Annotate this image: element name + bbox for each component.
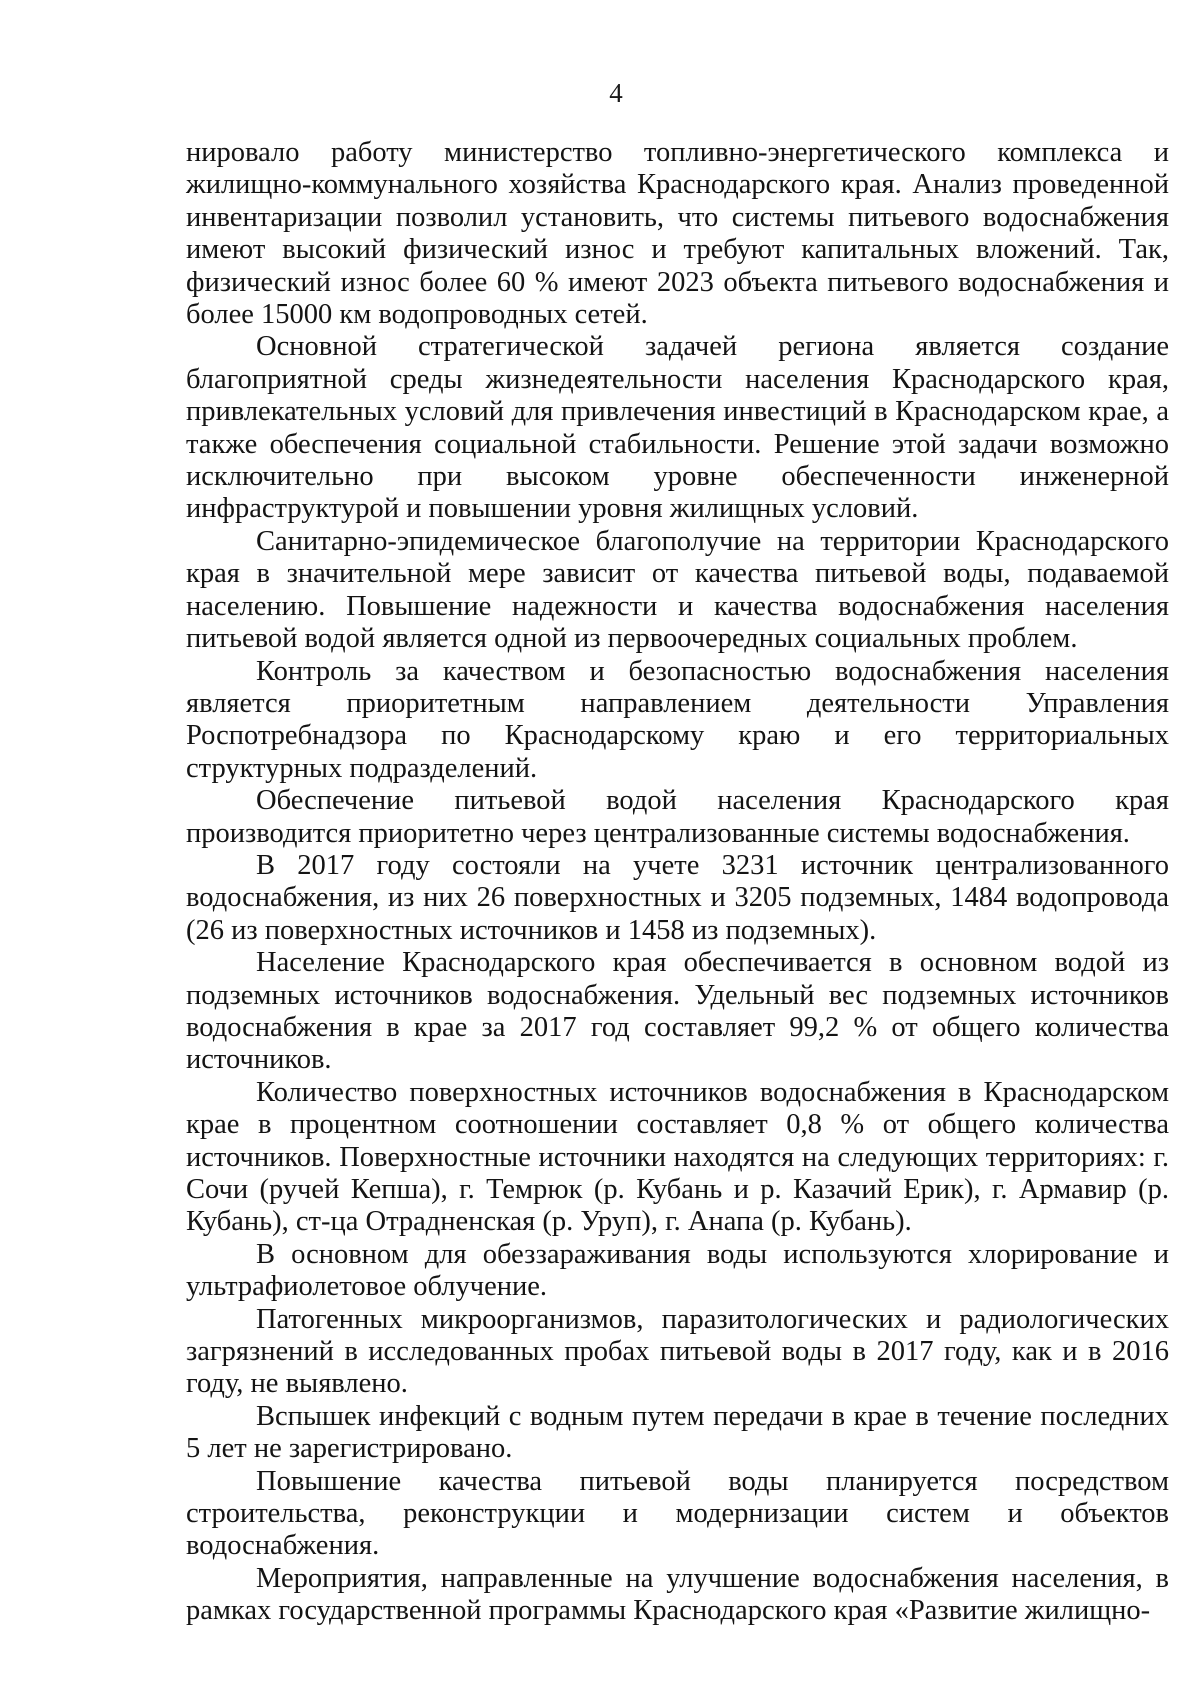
body-text [186, 137, 1169, 1628]
paragraph-water-supply-provision: Обеспечение питьевой водой населения Краснодарского края производится приоритетно через централизованные системы водоснабжения. [186, 785, 1169, 849]
paragraph-surface-sources: Количество поверхностных источников водоснабжения в Краснодарском крае в процентном соотношении составляет 0,8 % от общего количества источников. Поверхностные источники находятся на следующих территориях: г. Сочи (ручей Кепша), г. Темрюк (р. Кубань и р. Казачий Ерик), г. Армавир (р. Кубань), ст-ца Отрадненская (р. Уруп), г. Анапа (р. Кубань). [186, 1076, 1169, 1238]
paragraph-pathogens: Патогенных микроорганизмов, паразитологических и радиологических загрязнений в исследованных пробах питьевой воды в 2017 году, как и в 2016 году, не выявлено. [186, 1303, 1169, 1400]
paragraph-sanitary-wellbeing: Санитарно-эпидемическое благополучие на территории Краснодарского края в значительной мере зависит от качества питьевой воды, подаваемой населению. Повышение надежности и качества водоснабжения населения питьевой водой является одной из первоочередных социальных проблем. [186, 525, 1169, 655]
paragraph-strategic-task: Основной стратегической задачей региона является создание благоприятной среды жизнедеятельности населения Краснодарского края, привлекательных условий для привлечения инвестиций в Краснодарском крае, а также обеспечения социальной стабильности. Решение этой задачи возможно исключительно при высоком уровне обеспеченности инженерной инфраструктурой и повышении уровня жилищных условий. [186, 331, 1169, 525]
paragraph-underground-sources: Население Краснодарского края обеспечивается в основном водой из подземных источников водоснабжения. Удельный вес подземных источников водоснабжения в крае за 2017 год составляет 99,2 % от общего количества источников. [186, 947, 1169, 1076]
paragraph-disinfection: В основном для обеззараживания воды используются хлорирование и ультрафиолетовое облучение. [186, 1238, 1169, 1303]
paragraph-measures: Мероприятия, направленные на улучшение водоснабжения населения, в рамках государственной программы Краснодарского края «Развитие жилищно- [186, 1562, 1169, 1627]
paragraph-outbreaks: Вспышек инфекций с водным путем передачи в крае в течение последних 5 лет не зарегистрировано. [186, 1400, 1169, 1465]
paragraph-quality-control: Контроль за качеством и безопасностью водоснабжения населения является приоритетным направлением деятельности Управления Роспотребнадзора по Краснодарскому краю и его территориальных структурных подразделений. [186, 655, 1169, 784]
paragraph-quality-improvement: Повышение качества питьевой воды планируется посредством строительства, реконструкции и модернизации систем и объектов водоснабжения. [186, 1465, 1169, 1562]
paragraph-2017-sources: В 2017 году состояли на учете 3231 источник централизованного водоснабжения, из них 26 поверхностных и 3205 подземных, 1484 водопровода (26 из поверхностных источников и 1458 из подземных). [186, 849, 1169, 946]
paragraph-continuation: нировало работу министерство топливно-энергетического комплекса и жилищно-коммунального хозяйства Краснодарского края. Анализ проведенной инвентаризации позволил установить, что системы питьевого водоснабжения имеют высокий физический износ и требуют капитальных вложений. Так, физический износ более 60 % имеют 2023 объекта питьевого водоснабжения и более 15000 км водопроводных сетей. [186, 137, 1169, 331]
page-number: 4 [609, 78, 623, 108]
